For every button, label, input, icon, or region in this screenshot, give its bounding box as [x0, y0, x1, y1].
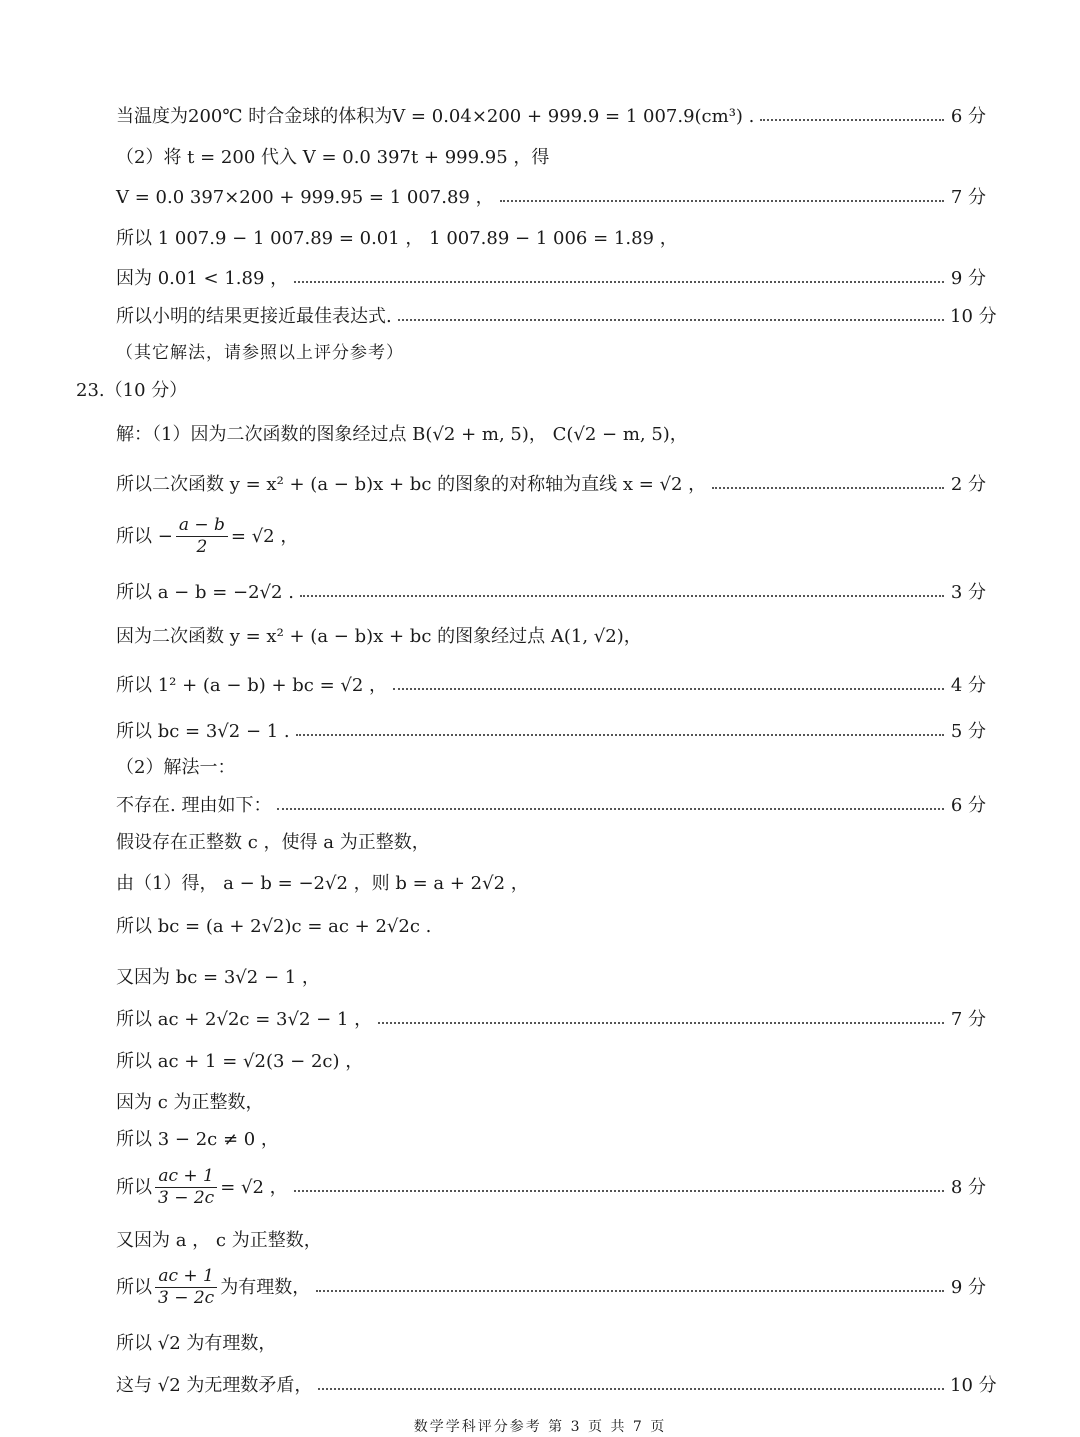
answer-line [116, 426, 986, 444]
line-text: 所以 bc = 3√2 − 1 . [116, 721, 290, 742]
answer-line [116, 969, 986, 987]
fraction [176, 517, 228, 556]
line-text: 由（1）得， a − b = −2√2 ，则 b = a + 2√2 ， [116, 873, 529, 894]
line-text: 这与 √2 为无理数矛盾， [116, 1375, 313, 1396]
answer-line [116, 834, 986, 852]
score-label: 10 分 [950, 1375, 997, 1396]
fraction-denominator: 3 − 2c [158, 1288, 215, 1308]
score-label: 9 分 [950, 1276, 986, 1298]
answer-line [116, 1375, 997, 1396]
score-label: 2 分 [950, 474, 986, 495]
fraction-denominator: 3 − 2c [158, 1188, 215, 1208]
line-text: （2）将 t = 200 代入 V = 0.0 397t + 999.95 ，得 [116, 147, 550, 168]
question-number: 23.（10 分） [76, 380, 188, 401]
page-footer: 数学学科评分参考 第 3 页 共 7 页 [413, 1419, 667, 1435]
answer-line [116, 270, 986, 288]
leader-dots [760, 119, 944, 121]
line-text [116, 517, 298, 556]
answer-line [116, 723, 986, 741]
leader-dots [300, 595, 944, 597]
leader-dots [316, 1290, 944, 1292]
line-text: 不存在. 理由如下： [116, 795, 272, 816]
line-text: 所以 a − b = −2√2 . [116, 582, 294, 603]
score-label: 3 分 [950, 582, 986, 603]
line-text: 所以 1 007.9 − 1 007.89 = 0.01 ， 1 007.89 − 1 006 = 1.89 ， [116, 228, 678, 249]
line-text: 所以 ac + 1 = √2(3 − 2c) ， [116, 1051, 364, 1072]
line-text: 因为 0.01 < 1.89 ， [116, 268, 289, 289]
text-suffix: 为有理数， [220, 1276, 311, 1298]
leader-dots [500, 200, 944, 202]
line-text: 所以 ac + 2√2c = 3√2 − 1 ， [116, 1009, 373, 1030]
note-line [116, 345, 986, 362]
text-prefix: 所以 − [116, 525, 173, 547]
line-text: 所以 bc = (a + 2√2)c = ac + 2√2c . [116, 916, 432, 937]
line-text: 解：（1）因为二次函数的图象经过点 B(√2 + m, 5)， C(√2 − m, 5)， [116, 424, 688, 445]
leader-dots [393, 688, 944, 690]
line-text: 假设存在正整数 c ，使得 a 为正整数， [116, 832, 430, 853]
line-text: 所以 3 − 2c ≠ 0 ， [116, 1129, 279, 1150]
line-text [116, 1268, 310, 1307]
line-text: 所以二次函数 y = x² + (a − b)x + bc 的图象的对称轴为直线 x = √2 ， [116, 474, 707, 495]
line-text: V = 0.0 397×200 + 999.95 = 1 007.89 ， [116, 187, 494, 208]
answer-line [116, 189, 986, 207]
fraction-denominator: 2 [196, 537, 208, 557]
answer-line [116, 1335, 986, 1353]
answer-line [116, 476, 986, 494]
fraction-numerator: a − b [176, 517, 228, 537]
leader-dots [318, 1388, 944, 1390]
fraction [155, 1268, 217, 1307]
answer-line [116, 797, 986, 815]
text-suffix: = √2 ， [220, 1176, 288, 1198]
answer-line [116, 1232, 986, 1250]
fraction-numerator: ac + 1 [155, 1268, 217, 1288]
line-text: 又因为 a ， c 为正整数， [116, 1230, 322, 1251]
answer-line [116, 1131, 986, 1149]
line-text: 当温度为200℃ 时合金球的体积为V = 0.04×200 + 999.9 = 1 007.9(cm³) . [116, 106, 755, 127]
line-text: 所以小明的结果更接近最佳表达式. [116, 306, 392, 327]
line-text [116, 1168, 288, 1207]
text-suffix: = √2 ， [230, 525, 299, 547]
score-label: 10 分 [950, 306, 997, 327]
text-prefix: 所以 [116, 1176, 152, 1198]
answer-line [116, 759, 986, 777]
answer-line [116, 306, 997, 327]
answer-line [116, 108, 986, 126]
note-text: （其它解法，请参照以上评分参考） [116, 343, 404, 363]
score-label: 7 分 [950, 1009, 986, 1030]
score-label: 7 分 [950, 187, 986, 208]
fraction [155, 1168, 217, 1207]
line-text: 所以 1² + (a − b) + bc = √2 ， [116, 675, 388, 696]
fraction-numerator: ac + 1 [155, 1168, 217, 1188]
score-label: 6 分 [950, 795, 986, 816]
score-label: 8 分 [950, 1176, 986, 1198]
line-text: 因为二次函数 y = x² + (a − b)x + bc 的图象经过点 A(1, √2)， [116, 626, 642, 647]
answer-line [116, 1094, 986, 1112]
score-label: 5 分 [950, 721, 986, 742]
line-text: 因为 c 为正整数， [116, 1092, 264, 1113]
score-label: 6 分 [950, 106, 986, 127]
leader-dots [294, 1190, 944, 1192]
answer-line [116, 149, 986, 167]
answer-line [116, 517, 986, 556]
answer-line [116, 677, 986, 695]
leader-dots [398, 319, 944, 321]
question-heading [76, 382, 946, 400]
answer-line [116, 918, 986, 936]
text-prefix: 所以 [116, 1276, 152, 1298]
answer-line [116, 1053, 986, 1071]
line-text: （2）解法一： [116, 757, 236, 778]
answer-line [116, 1011, 986, 1029]
leader-dots [712, 487, 944, 489]
leader-dots [378, 1022, 944, 1024]
line-text: 所以 √2 为有理数， [116, 1333, 277, 1354]
leader-dots [277, 808, 944, 810]
answer-line [116, 875, 986, 893]
leader-dots [296, 734, 944, 736]
answer-line [116, 584, 986, 602]
answer-line [116, 1168, 986, 1207]
answer-line [116, 1268, 986, 1307]
answer-line [116, 628, 986, 646]
score-label: 9 分 [950, 268, 986, 289]
score-label: 4 分 [950, 675, 986, 696]
leader-dots [294, 281, 944, 283]
answer-line [116, 230, 986, 248]
line-text: 又因为 bc = 3√2 − 1 ， [116, 967, 320, 988]
